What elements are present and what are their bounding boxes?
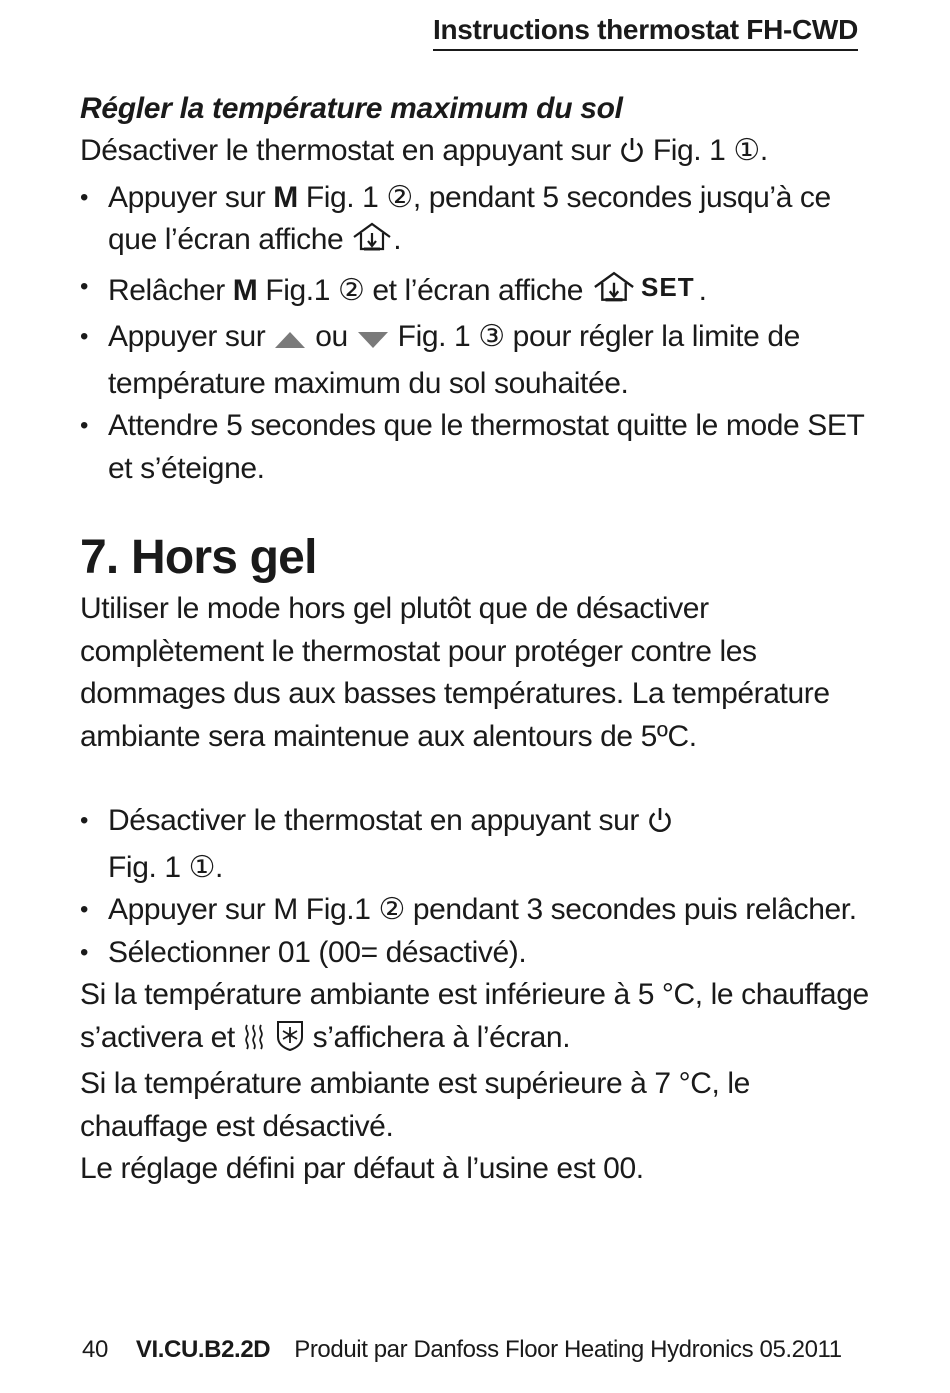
list-item: • Attendre 5 secondes que le thermostat quitte le mode SET et s’éteigne. <box>80 405 880 490</box>
section-subtitle: Régler la température maximum du sol <box>80 92 623 125</box>
paragraph: Si la température ambiante est supérieure à 7 °C, le chauffage est désactivé. <box>80 1067 750 1143</box>
section-title: 7. Hors gel <box>80 531 317 584</box>
page-number: 40 <box>82 1336 108 1363</box>
floor-limit-icon <box>591 270 637 317</box>
arrow-up-icon <box>273 320 307 363</box>
list-item: • Désactiver le thermostat en appuyant sur Fig. 1 ①. <box>80 800 880 889</box>
floor-limit-icon <box>351 221 393 266</box>
paragraph: Le réglage défini par défaut à l’usine est 00. <box>80 1152 644 1185</box>
set-display-label: SET <box>641 271 695 302</box>
arrow-down-icon <box>356 320 390 363</box>
instruction-list <box>80 800 880 974</box>
section-intro: Utiliser le mode hors gel plutôt que de désactiver complètement le thermostat pour protéger contre les dommages dus aux basses températures. La température ambiante sera maintenue aux alentours de 5ºC. <box>80 592 830 753</box>
list-item: • Appuyer sur ou Fig. 1 ③ pour régler la limite de température maximum du sol souhaitée. <box>80 316 880 405</box>
power-icon <box>647 804 673 847</box>
section-intro: Désactiver le thermostat en appuyant sur Fig. 1 ①. <box>80 130 880 177</box>
power-icon <box>619 134 645 177</box>
page-header: Instructions thermostat FH-CWD <box>433 12 858 51</box>
list-item: • Appuyer sur M Fig.1 ② pendant 3 secondes puis relâcher. <box>80 889 880 932</box>
content <box>80 88 880 1191</box>
producer-note: Produit par Danfoss Floor Heating Hydronics 05.2011 <box>294 1336 842 1363</box>
document-code: VI.CU.B2.2D <box>135 1336 271 1363</box>
frost-shield-icon <box>275 1019 305 1064</box>
list-item: • Appuyer sur M Fig. 1 ②, pendant 5 secondes jusqu’à ce que l’écran affiche . <box>80 177 880 266</box>
list-item: • Relâcher M Fig.1 ② et l’écran affiche SET . <box>80 266 880 317</box>
instruction-list <box>80 177 880 491</box>
heat-waves-icon <box>243 1021 267 1064</box>
paragraph: Si la température ambiante est inférieure à 5 °C, le chauffage s’activera et s’affichera à l’écran. <box>80 974 880 1063</box>
list-item: • Sélectionner 01 (00= désactivé). <box>80 932 880 975</box>
page-footer <box>82 1333 842 1367</box>
